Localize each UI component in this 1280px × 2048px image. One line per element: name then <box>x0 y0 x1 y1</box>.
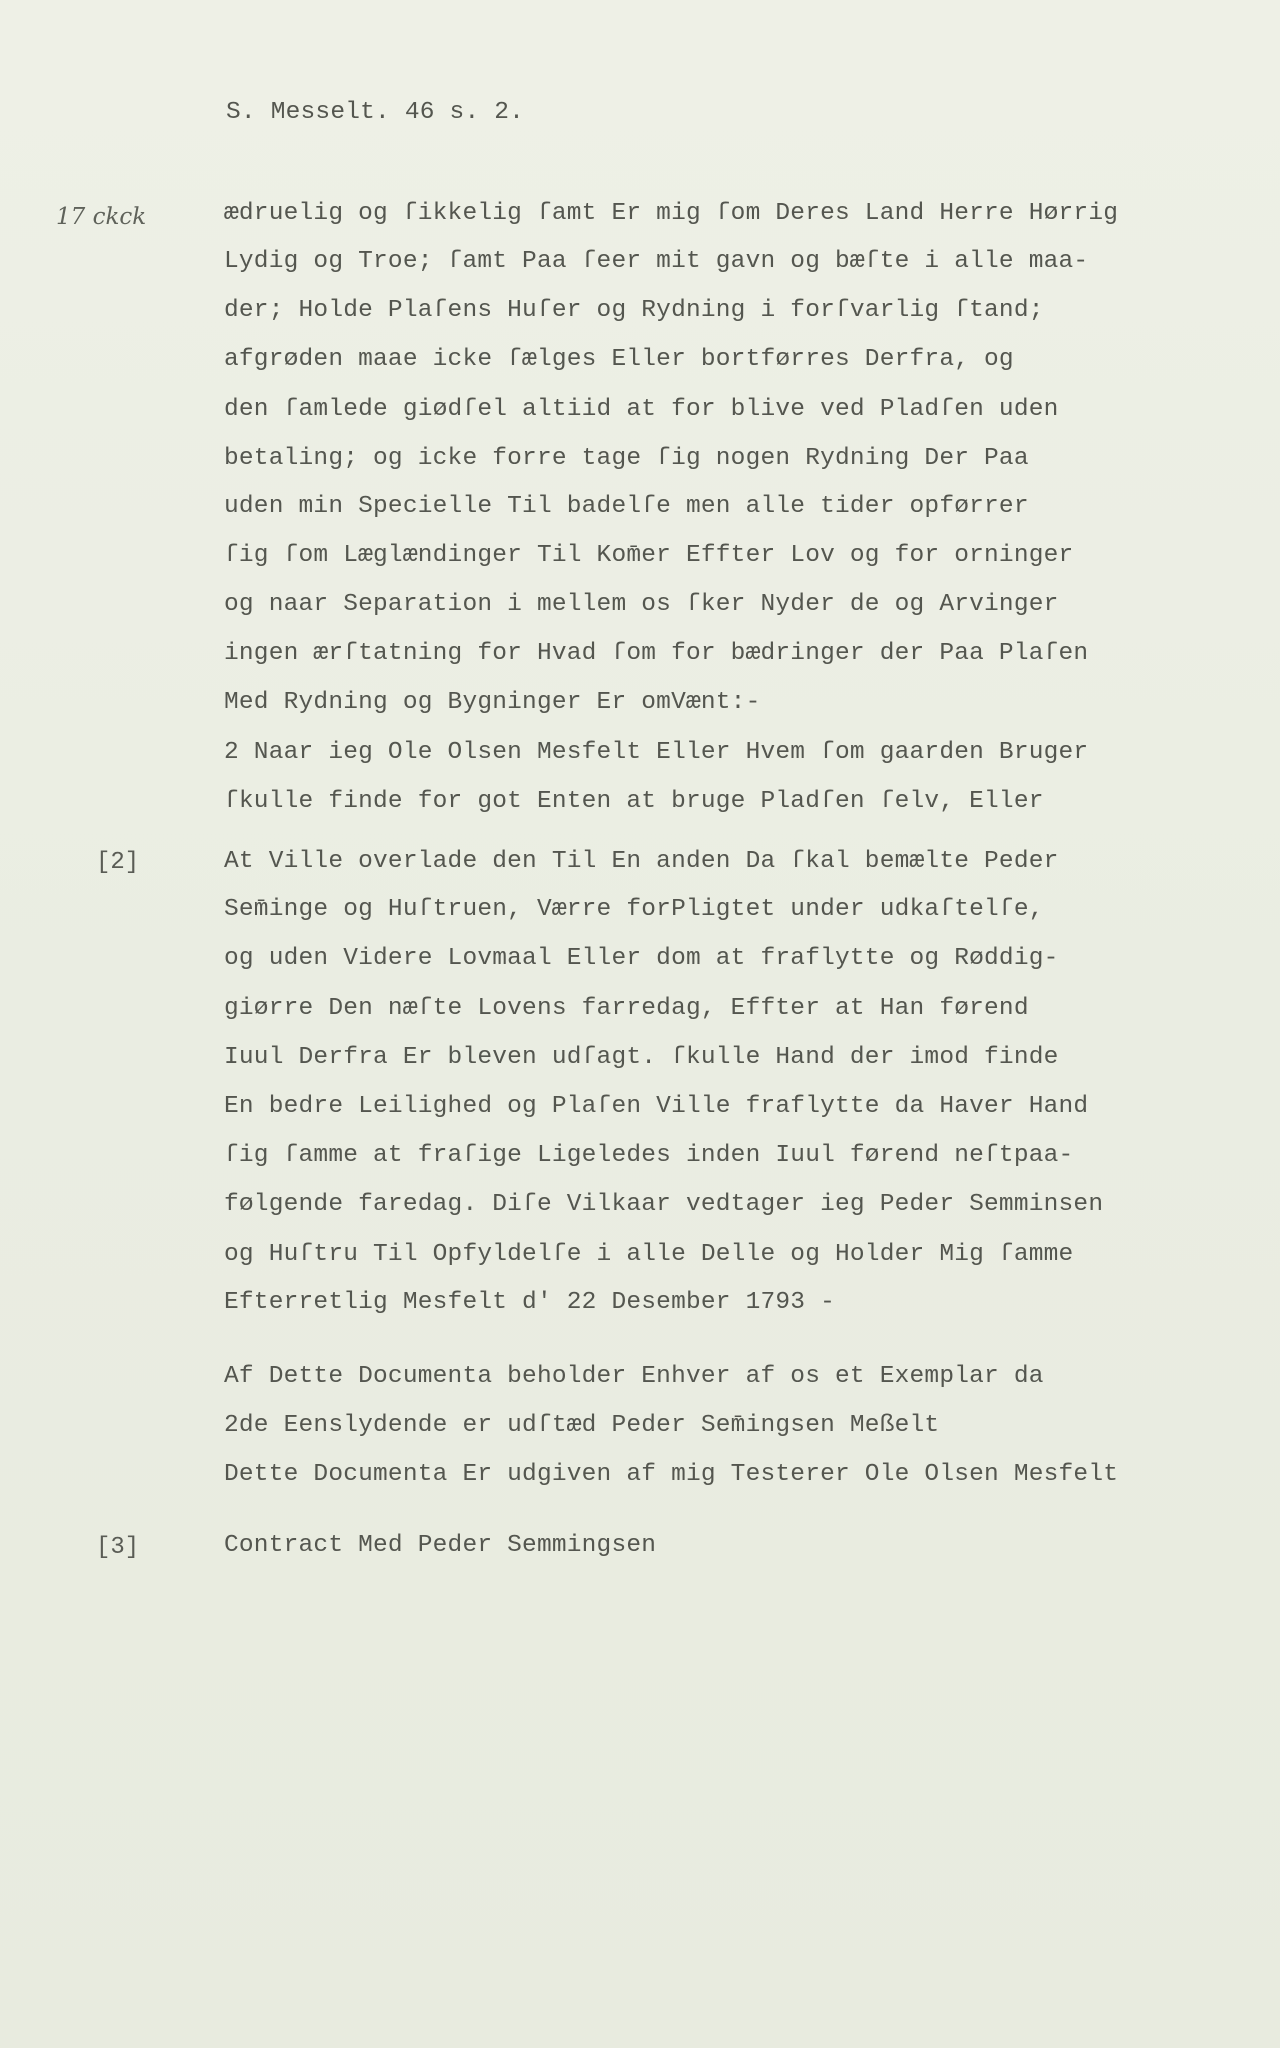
text-line-12: 2 Naar ieg Ole Olsen Mesfelt Eller Hvem ſom gaarden Bruger <box>224 739 1089 766</box>
text-line-3: der; Holde Plaſens Huſer og Rydning i forſvarlig ſtand; <box>224 297 1044 324</box>
section-mark-2: [2] <box>96 849 140 876</box>
text-line-1: ædruelig og ſikkelig ſamt Er mig ſom Deres Land Herre Hørrig <box>224 200 1119 227</box>
text-line-25: 2de Eenslydende er udſtæd Peder Sem̄ingsen Meßelt <box>224 1412 940 1439</box>
text-line-9: og naar Separation i mellem os ſker Nyder de og Arvinger <box>224 591 1059 618</box>
text-line-26: Dette Documenta Er udgiven af mig Testerer Ole Olsen Mesfelt <box>224 1461 1119 1488</box>
text-line-27: Contract Med Peder Semmingsen <box>224 1532 657 1559</box>
section-mark-3: [3] <box>96 1534 140 1561</box>
text-line-14: At Ville overlade den Til En anden Da ſkal bemælte Peder <box>224 848 1059 875</box>
text-line-24: Af Dette Documenta beholder Enhver af os et Exemplar da <box>224 1363 1044 1390</box>
text-line-11: Med Rydning og Bygninger Er omVænt:- <box>224 689 761 716</box>
text-line-13: ſkulle finde for got Enten at bruge Pladſen ſelv, Eller <box>224 788 1044 815</box>
page-header: S. Messelt. 46 s. 2. <box>226 99 525 126</box>
text-line-7: uden min Specielle Til badelſe men alle tider opførrer <box>224 493 1029 520</box>
text-line-23: Efterretlig Mesfelt d' 22 Desember 1793 - <box>224 1289 835 1316</box>
text-line-8: ſig ſom Læglændinger Til Kom̄er Effter Lov og for orninger <box>224 542 1074 569</box>
text-line-2: Lydig og Troe; ſamt Paa ſeer mit gavn og bæſte i alle maa- <box>224 248 1089 275</box>
text-line-18: Iuul Derfra Er bleven udſagt. ſkulle Hand der imod finde <box>224 1044 1059 1071</box>
text-line-21: følgende faredag. Diſe Vilkaar vedtager ieg Peder Semminsen <box>224 1191 1104 1218</box>
text-line-20: ſig ſamme at fraſige Ligeledes inden Iuul førend neſtpaa- <box>224 1142 1074 1169</box>
text-line-5: den ſamlede giødſel altiid at for blive ved Pladſen uden <box>224 396 1059 423</box>
text-line-19: En bedre Leilighed og Plaſen Ville fraflytte da Haver Hand <box>224 1093 1089 1120</box>
text-line-6: betaling; og icke forre tage ſig nogen Rydning Der Paa <box>224 445 1029 472</box>
text-line-16: og uden Videre Lovmaal Eller dom at fraflytte og Røddig- <box>224 945 1059 972</box>
text-line-22: og Huſtru Til Opfyldelſe i alle Delle og Holder Mig ſamme <box>224 1241 1074 1268</box>
text-line-4: afgrøden maae icke ſælges Eller bortførres Derfra, og <box>224 346 1014 373</box>
margin-note: 17 ckck <box>56 204 147 230</box>
text-line-17: giørre Den næſte Lovens farredag, Effter at Han førend <box>224 995 1029 1022</box>
text-line-10: ingen ærſtatning for Hvad ſom for bædringer der Paa Plaſen <box>224 640 1089 667</box>
text-line-15: Sem̄inge og Huſtruen, Værre forPligtet under udkaſtelſe, <box>224 896 1044 923</box>
